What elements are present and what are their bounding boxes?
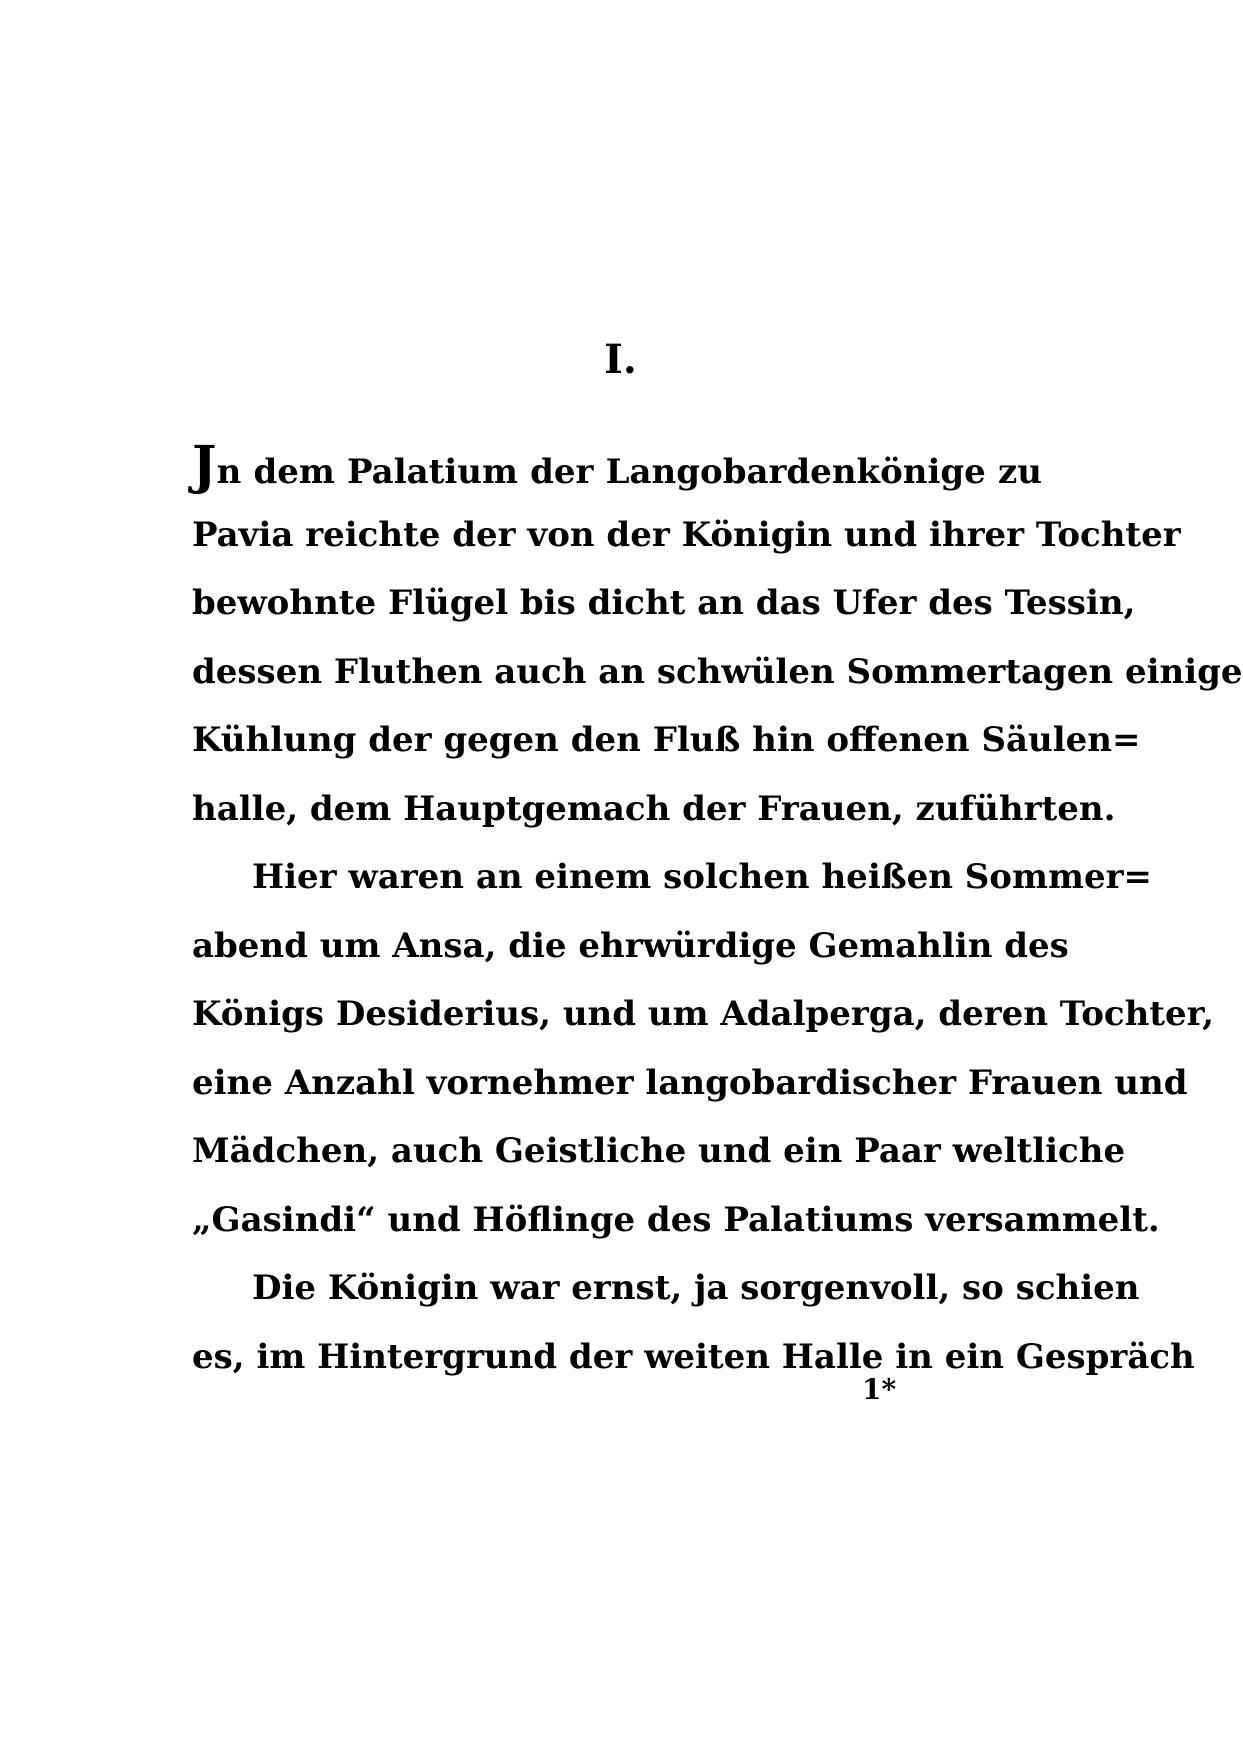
drop-cap: J <box>192 435 217 496</box>
text-line: eine Anzahl vornehmer langobardischer Frauen und <box>192 1062 1188 1103</box>
text-line: Die Königin war ernst, ja sorgenvoll, so schien <box>252 1268 1140 1308</box>
text-line: „Gasindi“ und Höflinge des Palatiums versammelt. <box>192 1199 1160 1240</box>
text-line: bewohnte Flügel bis dicht an das Ufer des Tessin, <box>192 583 1136 623</box>
text-line: Hier waren an einem solchen heißen Sommer= <box>252 857 1152 897</box>
chapter-heading: I. <box>604 336 637 383</box>
line-text: n dem Palatium der Langobardenkönige zu <box>216 452 1042 492</box>
page-number: 1* <box>862 1373 897 1406</box>
text-line: Kühlung der gegen den Fluß hin offenen Säulen= <box>192 720 1141 760</box>
text-line: es, im Hintergrund der weiten Halle in ein Gespräch <box>192 1336 1195 1377</box>
text-line: abend um Ansa, die ehrwürdige Gemahlin des <box>192 925 1069 966</box>
text-line: Pavia reichte der von der Königin und ihrer Tochter <box>192 514 1181 555</box>
text-line: dessen Fluthen auch an schwülen Sommertagen einige <box>192 651 1243 692</box>
text-line: halle, dem Hauptgemach der Frauen, zuführten. <box>192 788 1116 829</box>
text-line: Königs Desiderius, und um Adalperga, deren Tochter, <box>192 994 1214 1034</box>
body-text <box>192 432 1243 1391</box>
text-line <box>192 432 1042 501</box>
text-line: Mädchen, auch Geistliche und ein Paar weltliche <box>192 1131 1126 1171</box>
